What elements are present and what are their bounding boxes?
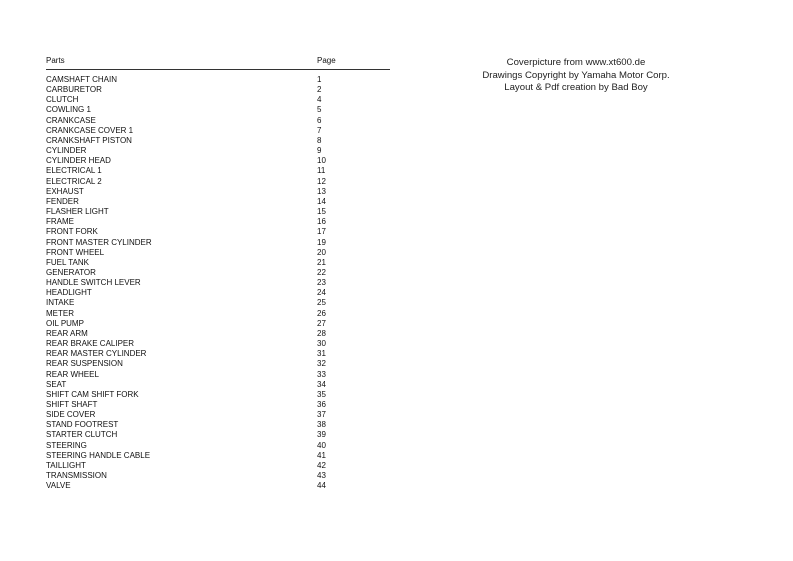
- page-number: 39: [317, 430, 326, 440]
- page-number: 36: [317, 400, 326, 409]
- index-row: [46, 319, 390, 329]
- part-name: CARBURETOR: [46, 85, 102, 95]
- page-number: 1: [317, 75, 322, 84]
- part-name: CRANKCASE COVER 1: [46, 125, 134, 135]
- part-name: TAILLIGHT: [46, 460, 86, 470]
- index-row: [46, 85, 390, 95]
- part-name: STARTER CLUTCH: [46, 430, 118, 440]
- page-number: 7: [317, 125, 322, 135]
- credit-cover-picture: Coverpicture from www.xt600.de: [506, 57, 646, 68]
- index-row: [46, 95, 390, 105]
- page-number: 30: [317, 339, 326, 349]
- index-row: [46, 258, 390, 268]
- index-row: [46, 116, 390, 126]
- index-row: [46, 156, 390, 166]
- credit-drawings-copyright: Drawings Copyright by Yamaha Motor Corp.: [482, 69, 670, 81]
- index-row: [46, 238, 390, 248]
- index-row: [46, 126, 390, 136]
- part-name: VALVE: [46, 481, 71, 491]
- page-column-header: Page: [317, 56, 336, 65]
- part-name: EXHAUST: [46, 186, 84, 196]
- index-row: [46, 400, 390, 410]
- part-name: CRANKCASE: [46, 115, 96, 125]
- part-name: REAR MASTER CYLINDER: [46, 349, 147, 359]
- part-name: ELECTRICAL 1: [46, 166, 102, 176]
- part-name: CLUTCH: [46, 95, 79, 105]
- page-number: 41: [317, 450, 326, 460]
- index-row: [46, 329, 390, 339]
- index-row: [46, 75, 390, 85]
- parts-column-header: Parts: [46, 56, 65, 65]
- part-name: CYLINDER: [46, 146, 87, 156]
- page-number: 42: [317, 460, 326, 470]
- page-number: 4: [317, 95, 322, 105]
- page-number: 28: [317, 328, 326, 338]
- index-row: [46, 146, 390, 156]
- part-name: SHIFT SHAFT: [46, 400, 98, 409]
- page-number: 15: [317, 207, 326, 217]
- part-name: CAMSHAFT CHAIN: [46, 75, 117, 84]
- part-name: FUEL TANK: [46, 257, 89, 267]
- part-name: CRANKSHAFT PISTON: [46, 135, 132, 145]
- page-number: 23: [317, 278, 326, 288]
- page-number: 32: [317, 359, 326, 369]
- page-number: 9: [317, 146, 322, 156]
- part-name: FRAME: [46, 217, 74, 227]
- part-name: FENDER: [46, 196, 79, 206]
- part-name: FRONT FORK: [46, 227, 98, 237]
- page-number: 6: [317, 115, 322, 125]
- index-row: [46, 370, 390, 380]
- part-name: REAR WHEEL: [46, 369, 99, 379]
- index-row: [46, 166, 390, 176]
- part-name: TRANSMISSION: [46, 471, 107, 481]
- page-number: 22: [317, 267, 326, 277]
- index-row: [46, 420, 390, 430]
- part-name: FRONT WHEEL: [46, 247, 105, 257]
- page-number: 17: [317, 227, 326, 237]
- index-row: [46, 187, 390, 197]
- page-number: 31: [317, 349, 326, 359]
- page-number: 37: [317, 410, 326, 420]
- page-number: 35: [317, 389, 326, 399]
- index-row: [46, 359, 390, 369]
- page-number: 44: [317, 481, 326, 491]
- index-row: [46, 451, 390, 461]
- index-row: [46, 380, 390, 390]
- index-row: [46, 197, 390, 207]
- part-name: SEAT: [46, 379, 67, 389]
- page-number: 27: [317, 318, 326, 328]
- page-number: 19: [317, 237, 326, 247]
- part-name: METER: [46, 308, 74, 318]
- index-row: [46, 288, 390, 298]
- part-name: CYLINDER HEAD: [46, 156, 111, 166]
- page-number: 8: [317, 135, 322, 145]
- index-row: [46, 207, 390, 217]
- part-name: FRONT MASTER CYLINDER: [46, 237, 152, 247]
- part-name: OIL PUMP: [46, 318, 84, 328]
- page-number: 40: [317, 440, 326, 450]
- part-name: HEADLIGHT: [46, 288, 92, 298]
- page-number: 13: [317, 186, 326, 196]
- credit-layout-pdf: Layout & Pdf creation by Bad Boy: [504, 82, 648, 93]
- page-number: 16: [317, 217, 326, 227]
- page-number: 11: [317, 166, 326, 176]
- index-row: [46, 298, 390, 308]
- page-number: 21: [317, 257, 326, 267]
- index-row: [46, 349, 390, 359]
- index-row: [46, 339, 390, 349]
- part-name: REAR BRAKE CALIPER: [46, 339, 135, 349]
- part-name: HANDLE SWITCH LEVER: [46, 278, 141, 288]
- index-rows: [46, 75, 390, 491]
- part-name: FLASHER LIGHT: [46, 207, 109, 217]
- part-name: COWLING 1: [46, 105, 91, 115]
- page-number: 33: [317, 369, 326, 379]
- part-name: STEERING: [46, 440, 87, 450]
- page-number: 10: [317, 156, 326, 166]
- page-number: 14: [317, 196, 326, 206]
- part-name: STAND FOOTREST: [46, 420, 119, 430]
- index-row: [46, 430, 390, 440]
- part-name: ELECTRICAL 2: [46, 176, 102, 186]
- index-row: [46, 177, 390, 187]
- page-number: 12: [317, 176, 326, 186]
- index-row: [46, 309, 390, 319]
- index-header: [46, 55, 390, 70]
- part-name: SIDE COVER: [46, 410, 96, 420]
- page-number: 20: [317, 247, 326, 257]
- index-row: [46, 217, 390, 227]
- credits-block: [460, 57, 692, 95]
- page-number: 2: [317, 85, 322, 95]
- index-row: [46, 268, 390, 278]
- page-number: 34: [317, 379, 326, 389]
- page-number: 5: [317, 105, 322, 115]
- index-row: [46, 471, 390, 481]
- index-row: [46, 390, 390, 400]
- index-row: [46, 481, 390, 491]
- part-name: INTAKE: [46, 298, 75, 308]
- page-number: 24: [317, 288, 326, 298]
- index-row: [46, 410, 390, 420]
- index-row: [46, 441, 390, 451]
- index-row: [46, 105, 390, 115]
- page-number: 43: [317, 471, 326, 481]
- index-row: [46, 278, 390, 288]
- part-name: SHIFT CAM SHIFT FORK: [46, 389, 139, 399]
- index-row: [46, 227, 390, 237]
- page-number: 26: [317, 308, 326, 318]
- part-name: STEERING HANDLE CABLE: [46, 450, 151, 460]
- parts-index: [46, 55, 390, 491]
- page-number: 38: [317, 420, 326, 430]
- index-row: [46, 136, 390, 146]
- part-name: REAR SUSPENSION: [46, 359, 123, 369]
- page-number: 25: [317, 298, 326, 308]
- part-name: REAR ARM: [46, 328, 88, 338]
- index-row: [46, 461, 390, 471]
- index-row: [46, 248, 390, 258]
- part-name: GENERATOR: [46, 267, 96, 277]
